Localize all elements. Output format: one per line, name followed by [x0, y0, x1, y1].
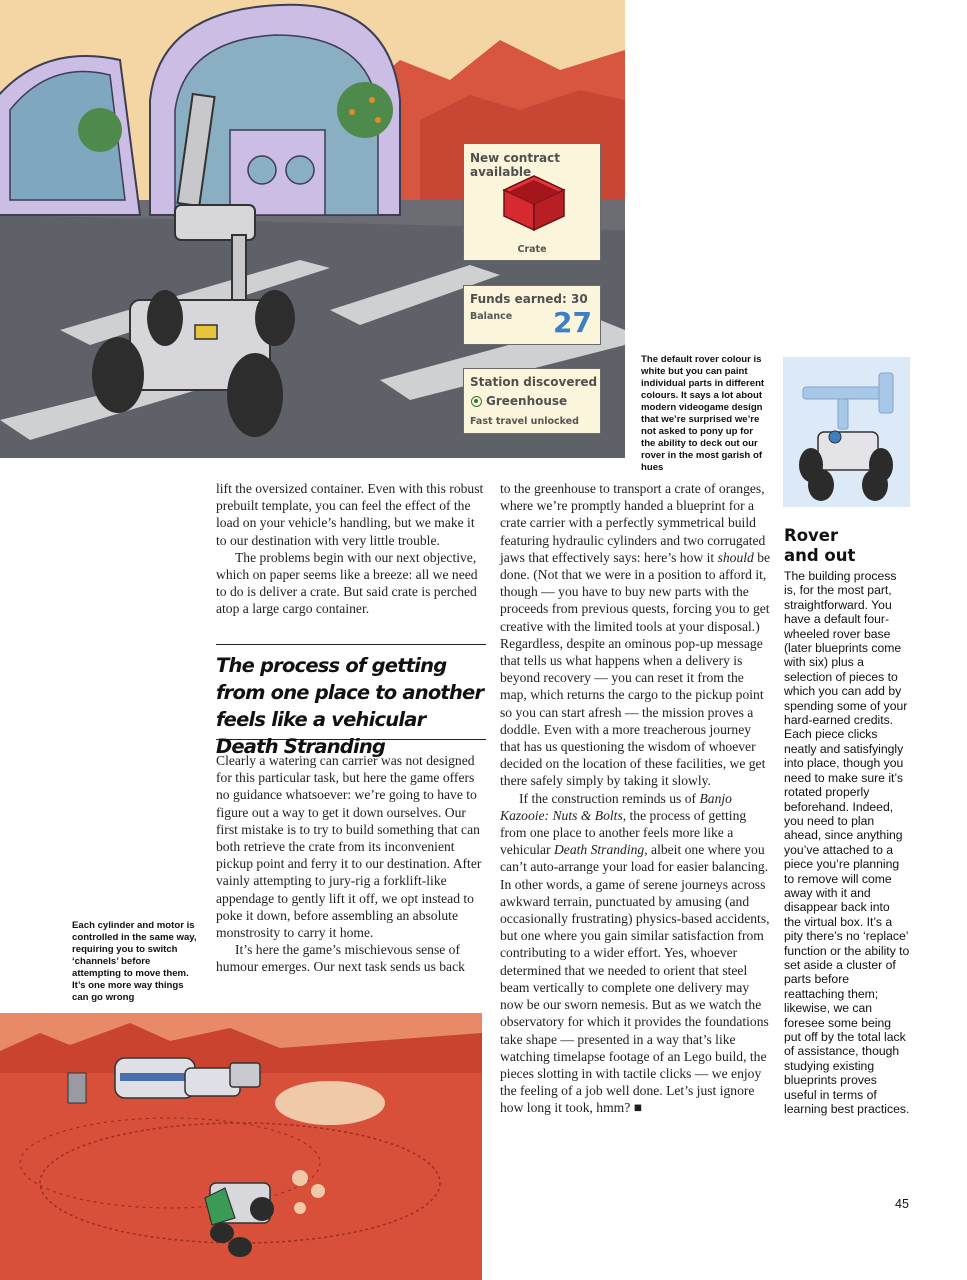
- end-mark: ■: [633, 1100, 642, 1116]
- page-number: 45: [895, 1197, 909, 1211]
- sidebar-heading-line-2: and out: [784, 546, 856, 565]
- col2-game-title: Death Stranding: [553, 842, 645, 858]
- contract-item-label: Crate: [517, 244, 547, 255]
- column-2: [500, 480, 772, 1117]
- col1-para-4: It’s here the game’s mischievous sense of humour emerges. Our next task sends us back: [216, 942, 465, 975]
- col2-text: , the process of getting from one place to another feels more like a vehicular: [500, 807, 747, 858]
- station-panel: [463, 368, 601, 434]
- balance-label: Balance: [470, 311, 513, 322]
- col1-para-2: The problems begin with our next objective, which on paper seems like a breeze: all we need to do is deliver a crate. But said crate is perched atop a large cargo container.: [216, 549, 478, 617]
- col1-para-3: Clearly a watering can carrier was not designed for this particular task, but here the game offers no guidance whatsoever: we’re going to have to figure out a way to get it down ourselves. Our first mistake is to try to build something that can both retrieve the crate from its inconvenient pickup point and ferry it to our destination. After vainly attempting to jury-rig a forklift-like appendage to gently lift it off, we opt instead to poke it down, before assembling an absolute monstrosity to carry it home.: [216, 753, 482, 941]
- station-discovered: Station discovered: [470, 375, 598, 389]
- contract-title: New contract available: [470, 151, 560, 179]
- col2-text: be done. (Not that we were in a position to afford it, though — you have to buy new parts with the proceeds from previous quests, forcing you to get creative with the limited tools at your disposal.) Regardless, despite an ominous pop-up message that tells us what happens when a delivery is beyond recovery — you can reset it from the map, which returns the cargo to the pickup point so you can start afresh — the mission proves a doddle. Even with a more treacherous journey that has us questioning the wisdom of whoever decided on the location of these facilities, we get there safely simply by taking it slowly.: [500, 549, 771, 789]
- pull-quote-text: The process of getting from one place to another feels like a vehicular Death Stranding: [216, 654, 484, 758]
- col2-emphasis: should: [717, 549, 754, 565]
- col2-game-title: Banjo Kazooie: Nuts & Bolts: [500, 790, 732, 823]
- new-contract-panel: [463, 143, 601, 261]
- balance-value: 27: [553, 306, 592, 339]
- station-name: Greenhouse: [486, 394, 568, 408]
- mars-terrain-illustration: [0, 1013, 482, 1280]
- top-screenshot: [0, 0, 625, 458]
- funds-panel: [463, 285, 601, 345]
- col2-text: to the greenhouse to transport a crate of oranges, where we’re promptly handed a blueprint for a crate carrier with a perfectly symmetrical build featuring hydraulic cylinders and two corrugated jaws that effectively says: here’s how it: [500, 481, 766, 565]
- col2-text: , albeit one where you can’t auto-arrange your load for easier balancing. In other words, a game of serene journeys across awkward terrain, punctuated by amusing (and occasionally frustrating) physics-based accidents, but one where you gain similar satisfaction from contributing to a wider effort. Yes, whoever determined that we needed to orient that steel beam vertically to complete one delivery may now be our sworn nemesis. But as we watch the observatory for which it provides the foundations take shape — presented in a way that’s like watching timelapse footage of an Lego build, the pieces slotting in with tactile clicks — we enjoy the feeling of a job well done. Let’s just ignore how long it took, hmm?: [500, 842, 770, 1116]
- caption-cylinder: Each cylinder and motor is controlled in the same way, requiring you to switch ‘channels’ before attempting to move them. It’s one more way things can go wrong: [72, 920, 197, 1003]
- caption-rover-colour: The default rover colour is white but you can paint individual parts in different colours. It says a lot about modern videogame design that we’re surprised we’re not asked to pony up for the ability to deck out our rover in the most garish of hues: [641, 354, 765, 473]
- rover-blueprint-image: [783, 357, 910, 507]
- sidebar-heading-line-1: Rover: [784, 526, 839, 545]
- column-1-top: [216, 480, 486, 618]
- fast-travel-label: Fast travel unlocked: [470, 416, 579, 427]
- col2-para-2: [500, 790, 772, 1117]
- pull-quote: [216, 644, 486, 758]
- bottom-screenshot: [0, 1013, 482, 1280]
- col2-para-1: [500, 480, 772, 790]
- sidebar-body: The building process is, for the most part, straightforward. You have a default four-wheeled rover base (later blueprints come with six) plus a selection of pieces to which you can add by spending some of your hard-earned credits. Each piece clicks neatly and satisfyingly into place, though you need to make sure it’s rotated properly beforehand. Indeed, you need to plan ahead, since anything you’ve attached to a piece you’re planning to remove will come away with it and disappear back into the virtual box. It’s a pity there’s no ‘replace’ function or the ability to set aside a cluster of parts before reattaching them; likewise, we can foresee some being put off by the total lack of assistance, though studying existing blueprints proves useful in terms of learning best practices.: [784, 569, 910, 1117]
- blueprint-rover-illustration: [783, 357, 910, 507]
- funds-earned: Funds earned: 30: [470, 292, 588, 306]
- sidebar-heading: [784, 526, 910, 566]
- col1-para-1: lift the oversized container. Even with this robust prebuilt template, you can feel the effect of the load on your vehicle’s handling, but we make it to our destination with very little trouble.: [216, 481, 484, 548]
- column-1-bottom: [216, 752, 486, 976]
- station-marker-icon: [471, 396, 482, 407]
- crate-icon: [498, 168, 570, 236]
- col2-text: If the construction reminds us of: [519, 790, 700, 806]
